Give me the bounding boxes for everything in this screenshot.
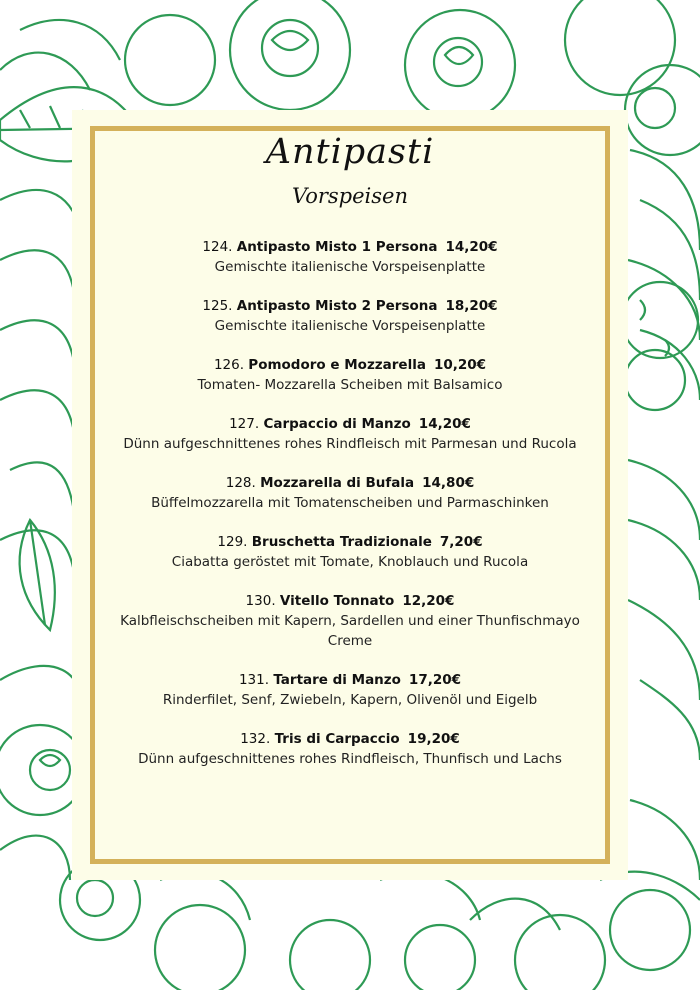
menu-item xyxy=(112,473,588,513)
menu-item xyxy=(112,237,588,277)
item-name: Carpaccio di Manzo xyxy=(263,416,411,432)
menu-item-list xyxy=(112,237,588,788)
menu-item xyxy=(112,532,588,572)
item-description: Dünn aufgeschnittenes rohes Rindfleisch mit Parmesan und Rucola xyxy=(123,436,577,452)
item-price: 19,20€ xyxy=(407,731,460,747)
item-number: 132. xyxy=(240,731,271,747)
item-number: 131. xyxy=(238,672,270,688)
cucumber-icon xyxy=(622,282,698,410)
item-name: Tris di Carpaccio xyxy=(274,731,400,747)
item-number: 127. xyxy=(229,416,260,432)
item-description: Gemischte italienische Vorspeisenplatte xyxy=(214,259,486,275)
item-price: 14,20€ xyxy=(418,416,471,432)
menu-item xyxy=(112,670,588,710)
item-price: 14,20€ xyxy=(445,239,498,255)
item-number: 128. xyxy=(225,475,256,491)
menu-item xyxy=(112,591,588,651)
item-price: 17,20€ xyxy=(408,672,462,688)
item-name: Vitello Tonnato xyxy=(279,593,395,609)
item-number: 124. xyxy=(202,239,233,255)
item-name: Antipasto Misto 1 Persona xyxy=(236,239,438,255)
item-description: Büffelmozzarella mit Tomatenscheiben und Parmaschinken xyxy=(151,495,549,511)
menu-item xyxy=(112,414,588,454)
item-number: 129. xyxy=(217,534,248,550)
item-price: 7,20€ xyxy=(439,534,483,550)
item-price: 14,80€ xyxy=(422,475,475,491)
item-price: 18,20€ xyxy=(445,298,498,314)
menu-item xyxy=(112,355,588,395)
item-number: 126. xyxy=(213,357,244,373)
item-description: Tomaten- Mozzarella Scheiben mit Balsamico xyxy=(197,377,503,393)
item-name: Pomodoro e Mozzarella xyxy=(248,357,426,373)
item-name: Bruschetta Tradizionale xyxy=(251,534,432,550)
page-title: Antipasti xyxy=(265,132,435,172)
menu-item xyxy=(112,729,588,769)
item-number: 125. xyxy=(202,298,233,314)
item-description: Rinderfilet, Senf, Zwiebeln, Kapern, Olivenöl und Eigelb xyxy=(162,692,538,708)
item-name: Tartare di Manzo xyxy=(273,672,401,688)
item-number: 130. xyxy=(245,593,276,609)
item-name: Antipasto Misto 2 Persona xyxy=(236,298,438,314)
item-name: Mozzarella di Bufala xyxy=(260,475,415,491)
page-subtitle: Vorspeisen xyxy=(291,184,408,208)
item-price: 10,20€ xyxy=(433,357,487,373)
item-description: Gemischte italienische Vorspeisenplatte xyxy=(214,318,486,334)
item-description: Ciabatta geröstet mit Tomate, Knoblauch und Rucola xyxy=(171,554,529,570)
item-description: Dünn aufgeschnittenes rohes Rindfleisch, Thunfisch und Lachs xyxy=(138,751,562,767)
menu-panel xyxy=(72,110,628,880)
item-description: Kalbfleischscheiben mit Kapern, Sardellen und einer Thunfischmayo Creme xyxy=(120,613,580,649)
menu-item xyxy=(112,296,588,336)
item-price: 12,20€ xyxy=(402,593,455,609)
